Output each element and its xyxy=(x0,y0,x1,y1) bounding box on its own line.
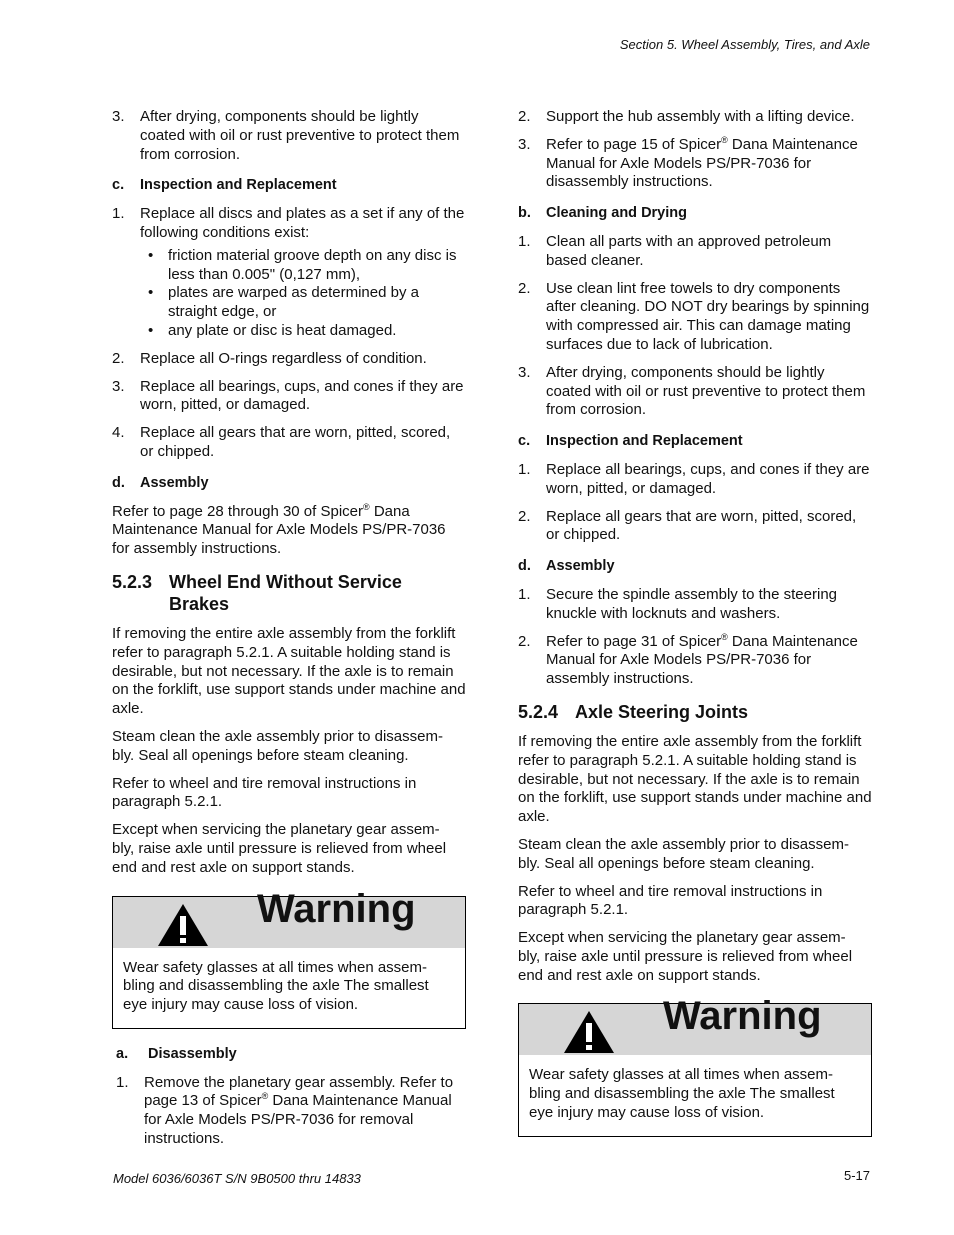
heading-label: b. xyxy=(518,205,531,222)
list-item xyxy=(112,378,466,416)
section-title-text: Wheel End Without Service Brakes xyxy=(169,571,402,614)
item-number: 1. xyxy=(112,205,125,223)
heading-text: Inspection and Replacement xyxy=(546,433,743,450)
item-number: 1. xyxy=(518,460,531,478)
item-number: 3. xyxy=(518,135,531,153)
heading-label: c. xyxy=(112,177,125,194)
registered-mark: ® xyxy=(363,501,370,512)
section-number: 5.2.3 xyxy=(112,571,153,592)
item-number: 2. xyxy=(112,349,125,367)
paragraph xyxy=(112,503,466,559)
item-number: 3. xyxy=(518,363,531,381)
heading-text: Assembly xyxy=(546,558,615,575)
subsection-heading xyxy=(112,1045,466,1064)
paragraph: Except when servicing the planetary gear assem- bly, raise axle until pressure is relieved from wheel end and rest axle on support stands. xyxy=(112,821,447,876)
heading-text: Cleaning and Drying xyxy=(546,205,687,222)
heading-label: d. xyxy=(518,558,531,575)
bullet-icon: • xyxy=(148,284,154,302)
item-text: Replace all gears that are worn, pitted, scored, or chipped. xyxy=(140,424,451,460)
right-column xyxy=(518,108,872,1153)
warning-box xyxy=(518,994,872,1136)
subsection-heading xyxy=(112,474,466,493)
item-text-part: Refer to page 31 of Spicer xyxy=(546,632,722,650)
section-title-text: Axle Steering Joints xyxy=(575,701,749,722)
item-text: Clean all parts with an approved petroleum based cleaner. xyxy=(546,232,832,269)
list-item xyxy=(518,233,872,271)
item-text: Support the hub assembly with a lifting device. xyxy=(546,108,855,125)
registered-mark: ® xyxy=(721,631,728,642)
paragraph: Except when servicing the planetary gear assem- bly, raise axle until pressure is relieved from wheel end and rest axle on support stands. xyxy=(518,929,853,984)
item-text-part: Dana Maintenance Manual for Axle Models PS/PR-7036 for disassembly instructions. xyxy=(546,135,858,191)
subsection-heading xyxy=(518,204,872,223)
section-number: 5.2.4 xyxy=(518,701,559,722)
list-item xyxy=(518,136,872,192)
page-number: 5-17 xyxy=(843,1168,870,1183)
list-item xyxy=(518,108,872,127)
list-item xyxy=(112,205,466,341)
list-item xyxy=(518,280,872,355)
item-text-part: Refer to page 15 of Spicer xyxy=(546,135,722,153)
paragraph: Steam clean the axle assembly prior to disassem- bly. Seal all openings before steam cleaning. xyxy=(518,835,849,872)
heading-label: a. xyxy=(116,1045,129,1062)
item-number: 2. xyxy=(518,507,531,525)
bullet-item xyxy=(140,247,466,285)
item-number: 2. xyxy=(518,279,531,297)
item-text: Replace all discs and plates as a set if any of the following conditions exist: xyxy=(140,205,465,241)
list-item xyxy=(518,461,872,499)
registered-mark: ® xyxy=(261,1091,269,1102)
paragraph: If removing the entire axle assembly from the forklift refer to paragraph 5.2.1. A suitable holding stand is desirable, but not necessary. If the axle is to remain on the forklift, use support stands under machine and axle. xyxy=(112,624,466,718)
item-text: Use clean lint free towels to dry components after cleaning. DO NOT dry bearings by spinning with compressed air. This can damage mating surfaces due to lack of lubrication. xyxy=(546,279,870,353)
warning-triangle-icon xyxy=(563,1010,615,1054)
warning-title: Warning xyxy=(663,994,822,1039)
item-text: After drying, components should be lightly coated with oil or rust preventive to protect them from corrosion. xyxy=(546,363,866,419)
item-number: 1. xyxy=(116,1073,129,1091)
item-number: 1. xyxy=(518,585,531,603)
left-column xyxy=(112,108,466,1158)
item-text: Replace all bearings, cups, and cones if they are worn, pitted, or damaged. xyxy=(546,460,870,497)
bullet-text: friction material groove depth on any disc is less than 0.005" (0,127 mm), xyxy=(168,246,457,283)
item-number: 3. xyxy=(112,377,125,395)
item-text: Secure the spindle assembly to the steering knuckle with locknuts and washers. xyxy=(546,585,837,622)
subsection-heading xyxy=(518,557,872,576)
item-text: Replace all bearings, cups, and cones if they are worn, pitted, or damaged. xyxy=(140,377,464,414)
section-title xyxy=(112,571,466,615)
item-number: 1. xyxy=(518,232,531,250)
item-number: 2. xyxy=(518,108,531,125)
paragraph-text: Dana Maintenance Manual for Axle Models PS/PR-7036 for assembly instructions. xyxy=(112,502,446,558)
item-text: Replace all gears that are worn, pitted, scored, or chipped. xyxy=(546,507,857,544)
bullet-text: any plate or disc is heat damaged. xyxy=(168,321,397,339)
item-text: Replace all O-rings regardless of condition. xyxy=(140,349,427,367)
warning-header xyxy=(519,994,871,1055)
heading-text: Inspection and Replacement xyxy=(140,177,337,194)
item-text xyxy=(546,136,872,192)
bullet-item xyxy=(140,322,466,341)
list-item xyxy=(518,508,872,546)
heading-text: Disassembly xyxy=(148,1045,237,1062)
warning-header xyxy=(113,886,465,948)
subsection-heading xyxy=(112,176,466,195)
heading-label: c. xyxy=(518,433,531,450)
section-title xyxy=(518,701,872,723)
list-item xyxy=(112,424,466,462)
warning-triangle-icon xyxy=(157,903,209,947)
warning-text: Wear safety glasses at all times when assem- bling and disassembling the axle The smallest eye injury may cause loss of vision. xyxy=(123,958,429,1014)
paragraph: If removing the entire axle assembly from the forklift refer to paragraph 5.2.1. A suitable holding stand is desirable, but not necessary. If the axle is to remain on the forklift, use support stands under machine and axle. xyxy=(518,732,872,826)
bullet-list xyxy=(140,247,466,341)
list-item xyxy=(112,350,466,369)
list-item xyxy=(518,586,872,624)
list-item xyxy=(518,364,872,420)
item-number: 4. xyxy=(112,424,125,442)
list-item xyxy=(518,633,872,689)
footer-model: Model 6036/6036T S/N 9B0500 thru 14833 xyxy=(113,1171,361,1186)
heading-text: Assembly xyxy=(140,474,209,491)
bullet-item xyxy=(140,284,466,322)
warning-title: Warning xyxy=(257,886,416,931)
paragraph: Steam clean the axle assembly prior to disassem- bly. Seal all openings before steam cleaning. xyxy=(112,727,443,764)
page-header: Section 5. Wheel Assembly, Tires, and Axle xyxy=(619,37,870,52)
item-text-part: Dana Maintenance Manual for Axle Models PS/PR-7036 for assembly instructions. xyxy=(546,632,858,688)
item-text xyxy=(144,1074,466,1149)
subsection-heading xyxy=(518,432,872,451)
item-text-part: Dana Maintenance Manual for Axle Models PS/PR-7036 for removal instructions. xyxy=(144,1092,452,1148)
heading-label: d. xyxy=(112,474,125,491)
bullet-icon: • xyxy=(148,246,154,264)
item-text xyxy=(546,633,872,689)
item-number: 3. xyxy=(112,108,125,125)
bullet-icon: • xyxy=(148,321,154,339)
paragraph: Refer to wheel and tire removal instructions in paragraph 5.2.1. xyxy=(112,774,417,811)
warning-box xyxy=(112,886,466,1029)
paragraph: Refer to wheel and tire removal instructions in paragraph 5.2.1. xyxy=(518,882,823,919)
item-number: 2. xyxy=(518,632,531,650)
bullet-text: plates are warped as determined by a straight edge, or xyxy=(168,284,419,321)
item-text: After drying, components should be lightly coated with oil or rust preventive to protect them from corrosion. xyxy=(140,108,460,163)
paragraph-text: Refer to page 28 through 30 of Spicer xyxy=(112,502,364,520)
item-text-part: Remove the planetary gear assembly. Refer to page 13 of Spicer xyxy=(144,1073,454,1110)
list-item xyxy=(112,1074,466,1149)
warning-text: Wear safety glasses at all times when assem- bling and disassembling the axle The smallest eye injury may cause loss of vision. xyxy=(529,1066,835,1122)
list-item xyxy=(112,108,466,164)
registered-mark: ® xyxy=(721,134,728,145)
